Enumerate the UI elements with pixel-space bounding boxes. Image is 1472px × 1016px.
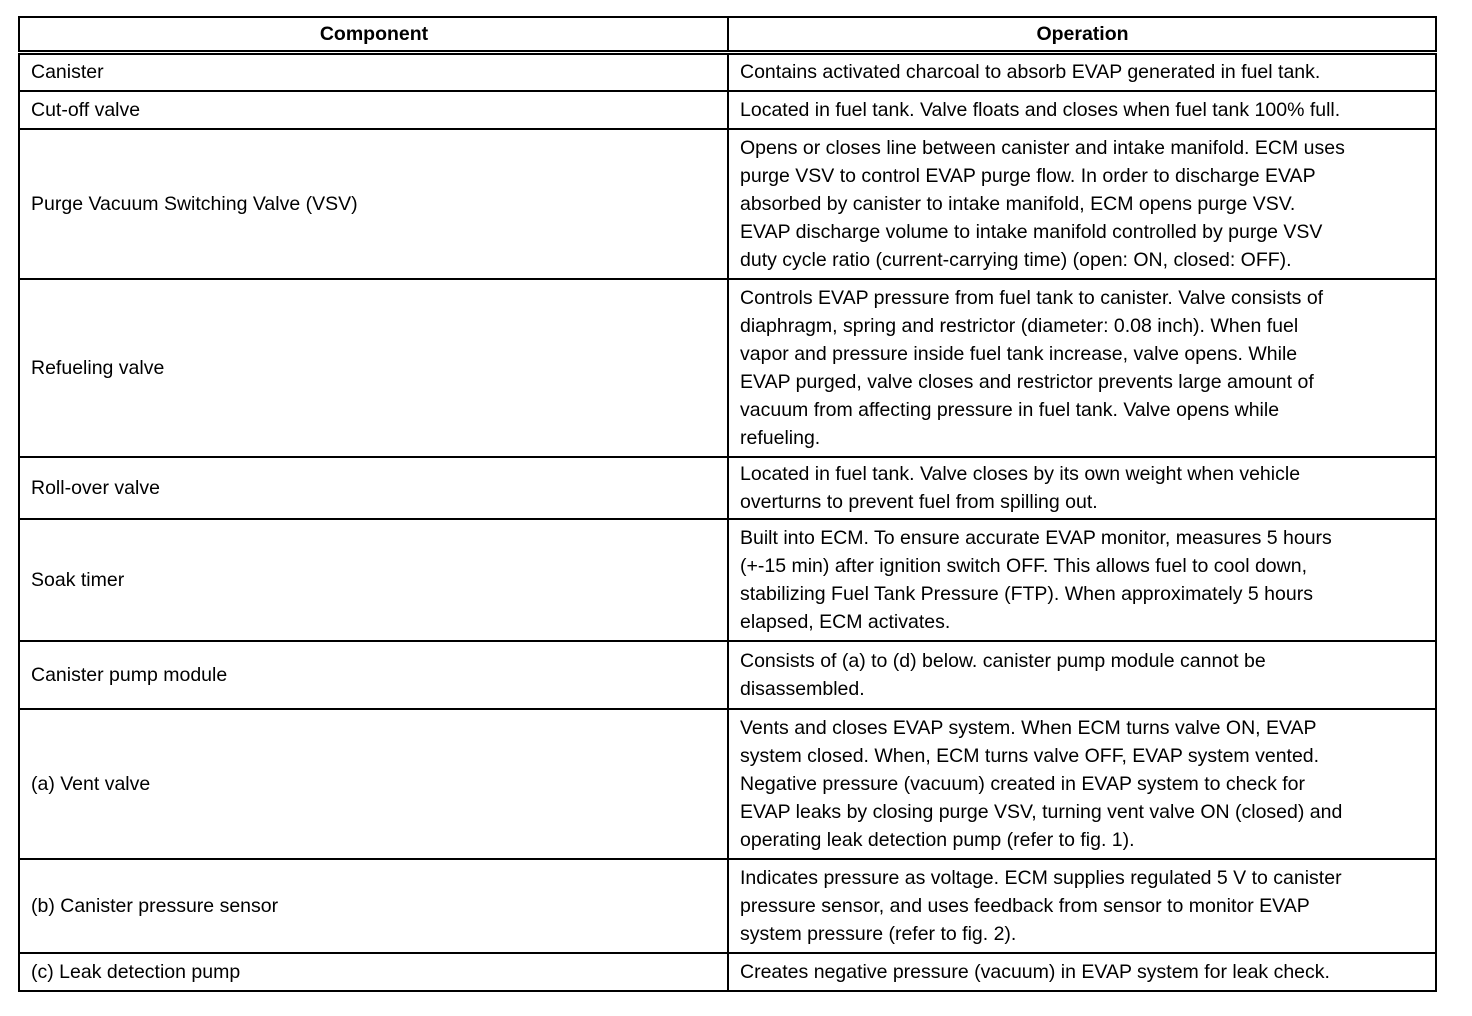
component-cell: Purge Vacuum Switching Valve (VSV)	[19, 129, 728, 279]
operation-cell: Located in fuel tank. Valve floats and closes when fuel tank 100% full.	[728, 91, 1436, 129]
component-cell: Canister	[19, 53, 728, 91]
header-component: Component	[19, 17, 728, 53]
table-row	[19, 53, 1436, 91]
component-cell: Roll-over valve	[19, 457, 728, 519]
header-row	[19, 17, 1436, 53]
operation-cell: Contains activated charcoal to absorb EVAP generated in fuel tank.	[728, 53, 1436, 91]
table-row	[19, 859, 1436, 953]
table-row	[19, 641, 1436, 709]
component-operation-table	[18, 16, 1437, 992]
table-row	[19, 709, 1436, 859]
component-cell: (c) Leak detection pump	[19, 953, 728, 991]
table-row	[19, 519, 1436, 641]
component-cell: Cut-off valve	[19, 91, 728, 129]
header-operation: Operation	[728, 17, 1436, 53]
operation-cell: Vents and closes EVAP system. When ECM turns valve ON, EVAP system closed. When, ECM turns valve OFF, EVAP system vented. Negative pressure (vacuum) created in EVAP system to check for EVAP leaks by closing purge VSV, turning vent valve ON (closed) and operating leak detection pump (refer to fig. 1).	[728, 709, 1436, 859]
operation-cell: Consists of (a) to (d) below. canister pump module cannot be disassembled.	[728, 641, 1436, 709]
operation-cell: Controls EVAP pressure from fuel tank to canister. Valve consists of diaphragm, spring and restrictor (diameter: 0.08 inch). When fuel vapor and pressure inside fuel tank increase, valve opens. While EVAP purged, valve closes and restrictor prevents large amount of vacuum from affecting pressure in fuel tank. Valve opens while refueling.	[728, 279, 1436, 457]
operation-cell: Located in fuel tank. Valve closes by its own weight when vehicle overturns to prevent fuel from spilling out.	[728, 457, 1436, 519]
operation-cell: Opens or closes line between canister and intake manifold. ECM uses purge VSV to control EVAP purge flow. In order to discharge EVAP absorbed by canister to intake manifold, ECM opens purge VSV. EVAP discharge volume to intake manifold controlled by purge VSV duty cycle ratio (current-carrying time) (open: ON, closed: OFF).	[728, 129, 1436, 279]
component-cell: Canister pump module	[19, 641, 728, 709]
table-row	[19, 91, 1436, 129]
table-row	[19, 457, 1436, 519]
operation-cell: Creates negative pressure (vacuum) in EVAP system for leak check.	[728, 953, 1436, 991]
component-cell: (b) Canister pressure sensor	[19, 859, 728, 953]
operation-cell: Built into ECM. To ensure accurate EVAP monitor, measures 5 hours (+-15 min) after ignition switch OFF. This allows fuel to cool down, stabilizing Fuel Tank Pressure (FTP). When approximately 5 hours elapsed, ECM activates.	[728, 519, 1436, 641]
operation-cell: Indicates pressure as voltage. ECM supplies regulated 5 V to canister pressure sensor, and uses feedback from sensor to monitor EVAP system pressure (refer to fig. 2).	[728, 859, 1436, 953]
component-cell: Refueling valve	[19, 279, 728, 457]
component-cell: Soak timer	[19, 519, 728, 641]
table-row	[19, 279, 1436, 457]
table-row	[19, 129, 1436, 279]
component-cell: (a) Vent valve	[19, 709, 728, 859]
table-row	[19, 953, 1436, 991]
